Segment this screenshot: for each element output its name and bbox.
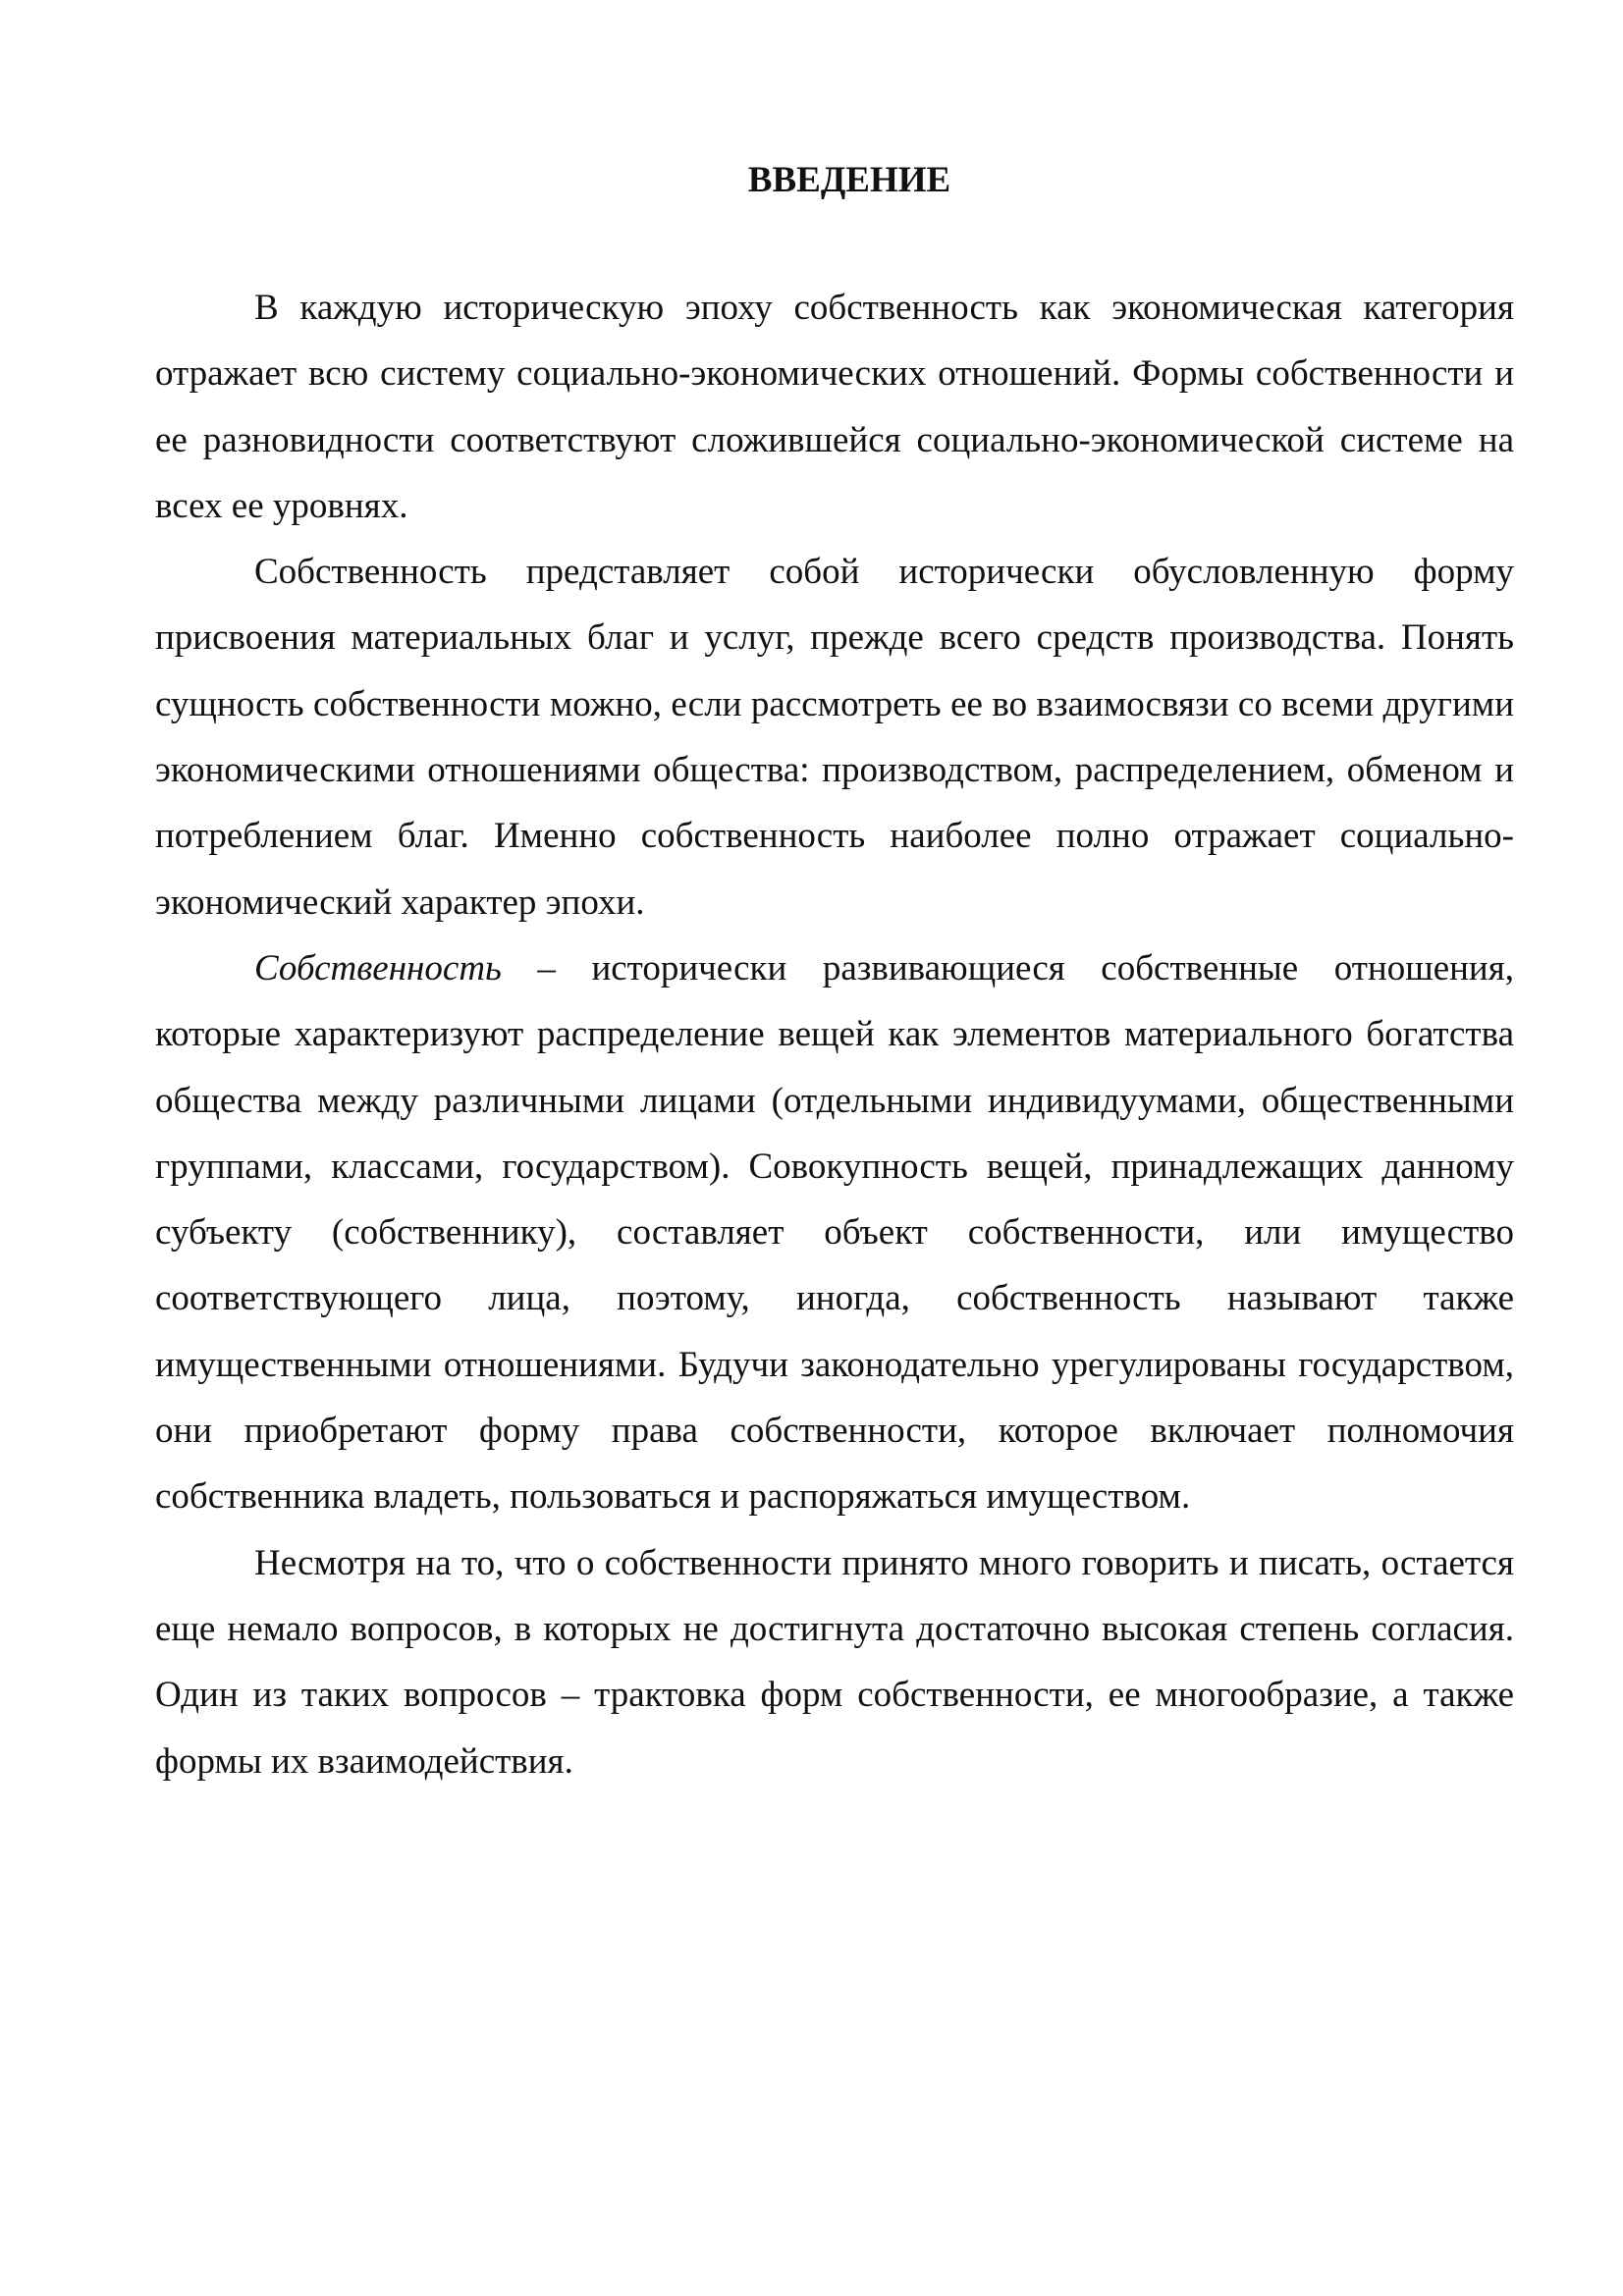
paragraph-2: [155, 539, 1514, 935]
paragraph-text: В каждую историческую эпоху собственность как экономическая категория отражает всю систему социально-экономических отношений. Формы собственности и ее разновидности соответствуют сложившейся социально-экономической системе на всех ее уровнях.: [155, 288, 1514, 526]
paragraph-1: [155, 275, 1514, 539]
document-body: [155, 147, 1514, 1794]
defined-term: Собственность: [254, 947, 502, 988]
page-title: ВВЕДЕНИЕ: [747, 160, 951, 200]
paragraph-4: [155, 1530, 1514, 1794]
paragraph-text: Собственность представляет собой исторически обусловленную форму присвоения материальных благ и услуг, прежде всего средств производства. Понять сущность собственности можно, если рассмотреть ее во взаимосвязи со всеми другими экономическими отношениями общества: производством, распределением, обменом и потреблением благ. Именно собственность наиболее полно отражает социально-экономический характер эпохи.: [155, 552, 1514, 923]
paragraph-text: Несмотря на то, что о собственности принято много говорить и писать, остается еще немало вопросов, в которых не достигнута достаточно высокая степень согласия. Один из таких вопросов – трактовка форм собственности, ее многообразие, а также формы их взаимодействия.: [155, 1542, 1514, 1782]
paragraph-3: [155, 935, 1514, 1530]
paragraph-text: – исторически развивающиеся собственные отношения, которые характеризуют распределение вещей как элементов материального богатства общества между различными лицами (отдельными индивидуумами, общественными группами, классами, государством). Совокупность вещей, принадлежащих данному субъекту (собственнику), составляет объект собственности, или имущество соответствующего лица, поэтому, иногда, собственность называют также имущественными отношениями. Будучи законодательно урегулированы государством, они приобретают форму права собственности, которое включает полномочия собственника владеть, пользоваться и распоряжаться имуществом.: [155, 947, 1514, 1518]
